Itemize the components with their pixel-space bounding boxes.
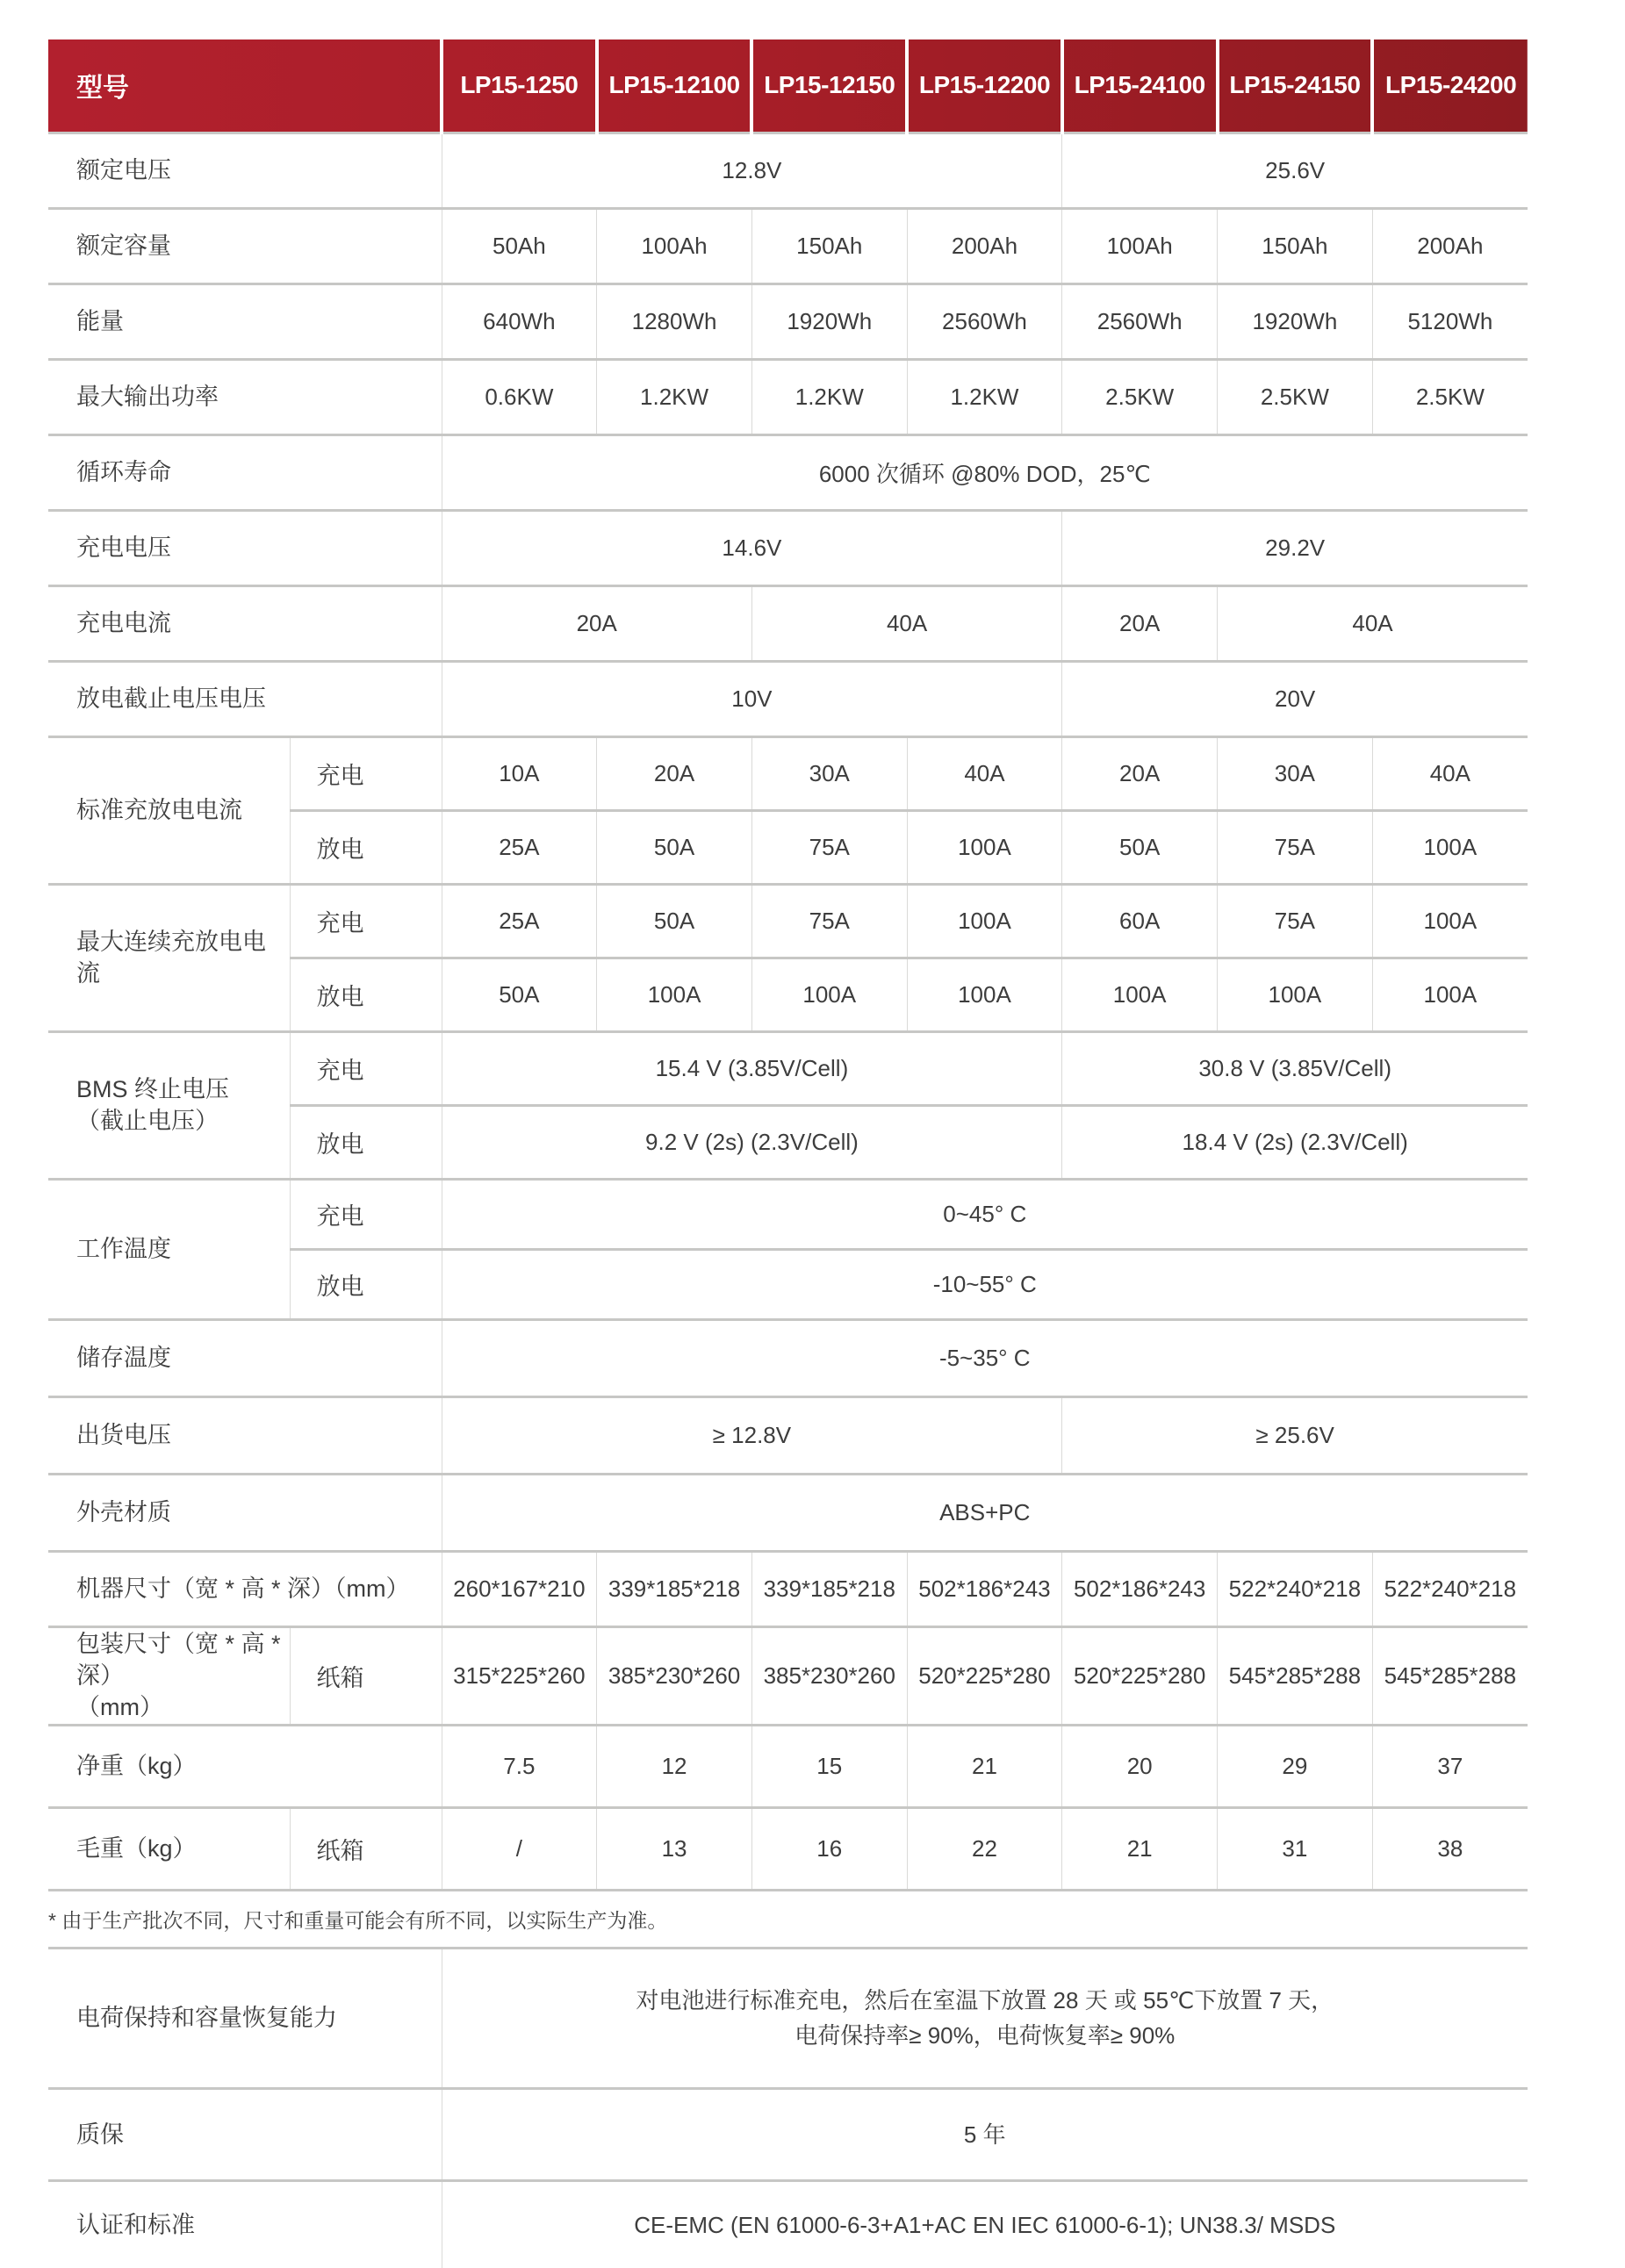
spec-value-cell: 200Ah [907, 208, 1062, 284]
value-line: 5 年 [963, 2121, 1006, 2148]
sub-row-label: 纸箱 [290, 1626, 442, 1725]
spec-value-cell: 100A [597, 958, 752, 1031]
spec-value-cell: / [442, 1807, 597, 1890]
row-label [48, 434, 442, 510]
spec-value-cell: 31 [1218, 1807, 1373, 1890]
row-label: 质保 [48, 2088, 442, 2180]
spec-row-case-material [48, 1474, 1528, 1551]
spec-value-cell: 5120Wh [1372, 284, 1528, 359]
spec-value-cell: 7.5 [442, 1725, 597, 1807]
row-label [48, 284, 442, 359]
spec-value-cell: 1920Wh [751, 284, 907, 359]
row-label [48, 1319, 442, 1396]
row-label-line: 标准充放电电流 [76, 796, 242, 823]
spec-value-cell: 100A [1372, 884, 1528, 958]
spec-value-cell: 200Ah [1372, 208, 1528, 284]
model-header: LP15-12150 [751, 39, 907, 133]
spec-value-cell: 1.2KW [907, 359, 1062, 434]
spec-value-cell: 20A [1062, 585, 1218, 661]
row-label [48, 359, 442, 434]
row-label-line: 循环寿命 [76, 458, 171, 485]
spec-value-cell: 2560Wh [907, 284, 1062, 359]
row-label [48, 208, 442, 284]
row-label: 认证和标准 [48, 2180, 442, 2268]
value-line: 对电池进行标准充电，然后在室温下放置 28 天 或 55℃下放置 7 天， [636, 1987, 1334, 2014]
row-label [48, 1725, 442, 1807]
model-header: LP15-24200 [1385, 71, 1517, 99]
spec-value-cell: 545*285*288 [1372, 1626, 1528, 1725]
spec-value-cell: 2.5KW [1372, 359, 1528, 434]
row-label-line: 毛重（kg） [76, 1835, 197, 1862]
row-label-line: 机器尺寸（宽 * 高 * 深）（mm） [76, 1575, 410, 1602]
spec-value-cell: 100A [907, 884, 1062, 958]
spec-value-cell: 12 [597, 1725, 752, 1807]
row-label [48, 1179, 290, 1319]
model-header: LP15-12100 [597, 39, 752, 133]
spec-value-cell: 25.6V [1062, 133, 1528, 208]
spec-value-cell: 25A [442, 810, 597, 884]
spec-value-cell: ≥ 25.6V [1062, 1396, 1528, 1474]
sub-row-label: 放电 [290, 958, 442, 1031]
spec-row-bms-cutoff-voltage [48, 1031, 1528, 1105]
spec-value-cell: 29.2V [1062, 510, 1528, 585]
sub-row-label: 充电 [290, 736, 442, 810]
model-header: LP15-24100 [1062, 39, 1218, 133]
spec-value-cell [442, 1948, 1528, 2088]
footnote: * 由于生产批次不同，尺寸和重量可能会有所不同，以实际生产为准。 [48, 1890, 1528, 1948]
spec-value-cell: 21 [1062, 1807, 1218, 1890]
row-label [48, 736, 290, 884]
spec-value-cell: 6000 次循环 @80% DOD，25℃ [442, 434, 1528, 510]
spec-value-cell: 100A [907, 810, 1062, 884]
row-label [48, 1626, 290, 1725]
spec-value-cell: 100Ah [1062, 208, 1218, 284]
spec-value-cell: 21 [907, 1725, 1062, 1807]
spec-value-cell: 1280Wh [597, 284, 752, 359]
spec-row-standard-charge-discharge-current [48, 736, 1528, 810]
spec-row-charge-current [48, 585, 1528, 661]
row-label [48, 884, 290, 1031]
spec-value-cell: 15 [751, 1725, 907, 1807]
row-label-line: 能量 [76, 307, 124, 334]
spec-row-net-weight [48, 1725, 1528, 1807]
spec-row-working-temperature [48, 1179, 1528, 1249]
spec-row-charge-voltage [48, 510, 1528, 585]
row-label-line: 最大输出功率 [76, 383, 219, 410]
spec-sheet [48, 39, 1528, 2268]
spec-value-cell: 315*225*260 [442, 1626, 597, 1725]
row-label-line: 额定电压 [76, 156, 171, 183]
spec-value-cell: 13 [597, 1807, 752, 1890]
spec-row-discharge-cutoff-voltage [48, 661, 1528, 736]
row-label [48, 510, 442, 585]
spec-value-cell: 150Ah [1218, 208, 1373, 284]
sub-row-label: 充电 [290, 884, 442, 958]
model-header: LP15-1250 [442, 39, 597, 133]
row-label-line: （截止电压） [76, 1108, 219, 1134]
row-label [48, 1396, 442, 1474]
spec-value-cell: 260*167*210 [442, 1551, 597, 1626]
spec-value-cell: 12.8V [442, 133, 1062, 208]
row-label-line: BMS 终止电压 [76, 1075, 230, 1102]
spec-value-cell: 15.4 V (3.85V/Cell) [442, 1031, 1062, 1105]
spec-value-cell: 20A [442, 585, 751, 661]
model-column-title: 型号 [48, 39, 442, 133]
spec-row-certification [48, 2180, 1528, 2268]
spec-row-warranty [48, 2088, 1528, 2180]
spec-value-cell: 20A [1062, 736, 1218, 810]
spec-value-cell: 40A [907, 736, 1062, 810]
spec-table [48, 39, 1528, 2268]
spec-row-machine-size [48, 1551, 1528, 1626]
spec-row-max-output-power [48, 359, 1528, 434]
spec-value-cell: -5~35° C [442, 1319, 1528, 1396]
spec-value-cell: 1.2KW [751, 359, 907, 434]
spec-value-cell: 20A [597, 736, 752, 810]
spec-value-cell: 50Ah [442, 208, 597, 284]
spec-value-cell: 640Wh [442, 284, 597, 359]
spec-value-cell: 100A [907, 958, 1062, 1031]
spec-value-cell [442, 2088, 1528, 2180]
spec-value-cell: 100Ah [597, 208, 752, 284]
spec-value-cell: -10~55° C [442, 1249, 1528, 1319]
spec-value-cell: 1.2KW [597, 359, 752, 434]
row-label-line: 充电电流 [76, 609, 171, 636]
row-label-line: （mm） [76, 1694, 163, 1721]
spec-row-rated-voltage [48, 133, 1528, 208]
sub-row-label: 放电 [290, 1105, 442, 1179]
spec-value-cell: 100A [1372, 810, 1528, 884]
spec-value-cell: 100A [1218, 958, 1373, 1031]
header-row [48, 39, 1528, 133]
sub-row-label: 放电 [290, 810, 442, 884]
spec-row-package-size [48, 1626, 1528, 1725]
spec-value-cell: 16 [751, 1807, 907, 1890]
row-label [48, 133, 442, 208]
spec-value-cell: 10V [442, 661, 1062, 736]
spec-value-cell: 75A [1218, 810, 1373, 884]
row-label-line: 包装尺寸（宽 * 高 * 深） [76, 1630, 281, 1689]
spec-value-cell: 2.5KW [1218, 359, 1373, 434]
spec-value-cell: 30A [1218, 736, 1373, 810]
spec-value-cell: ABS+PC [442, 1474, 1528, 1551]
spec-row-rated-capacity [48, 208, 1528, 284]
spec-value-cell [442, 2180, 1528, 2268]
spec-value-cell: 502*186*243 [907, 1551, 1062, 1626]
spec-value-cell: 100A [751, 958, 907, 1031]
spec-value-cell: 545*285*288 [1218, 1626, 1373, 1725]
row-label-line: 最大连续充放电电流 [76, 928, 266, 987]
row-label [48, 1031, 290, 1179]
row-label: 电荷保持和容量恢复能力 [48, 1948, 442, 2088]
row-label [48, 661, 442, 736]
spec-value-cell: 522*240*218 [1372, 1551, 1528, 1626]
spec-value-cell: 2.5KW [1062, 359, 1218, 434]
spec-value-cell: 385*230*260 [597, 1626, 752, 1725]
spec-value-cell: 2560Wh [1062, 284, 1218, 359]
spec-row-cycle-life [48, 434, 1528, 510]
spec-value-cell: 339*185*218 [597, 1551, 752, 1626]
sub-row-label: 放电 [290, 1249, 442, 1319]
table-header [48, 39, 1528, 133]
spec-value-cell: 10A [442, 736, 597, 810]
spec-value-cell: 520*225*280 [907, 1626, 1062, 1725]
spec-value-cell: 29 [1218, 1725, 1373, 1807]
footnote-row [48, 1890, 1528, 1948]
row-label-line: 净重（kg） [76, 1753, 197, 1780]
spec-value-cell: 25A [442, 884, 597, 958]
row-label-line: 外壳材质 [76, 1498, 171, 1525]
spec-value-cell: 14.6V [442, 510, 1062, 585]
spec-value-cell: 30A [751, 736, 907, 810]
row-label [48, 1551, 442, 1626]
row-label [48, 1474, 442, 1551]
row-label [48, 1807, 290, 1890]
spec-value-cell: ≥ 12.8V [442, 1396, 1062, 1474]
spec-value-cell: 502*186*243 [1062, 1551, 1218, 1626]
spec-value-cell: 50A [597, 884, 752, 958]
spec-value-cell: 75A [751, 884, 907, 958]
value-line: 电荷保持率≥ 90%，电荷恢复率≥ 90% [795, 2022, 1176, 2049]
row-label-line: 额定容量 [76, 232, 171, 259]
spec-row-energy [48, 284, 1528, 359]
spec-value-cell: 339*185*218 [751, 1551, 907, 1626]
spec-value-cell: 22 [907, 1807, 1062, 1890]
spec-row-shipping-voltage [48, 1396, 1528, 1474]
spec-value-cell: 50A [1062, 810, 1218, 884]
row-label [48, 585, 442, 661]
spec-value-cell: 1920Wh [1218, 284, 1373, 359]
model-header: LP15-12200 [907, 39, 1062, 133]
sub-row-label: 充电 [290, 1179, 442, 1249]
spec-value-cell: 385*230*260 [751, 1626, 907, 1725]
spec-value-cell: 30.8 V (3.85V/Cell) [1062, 1031, 1528, 1105]
row-label-line: 储存温度 [76, 1344, 171, 1371]
row-label-line: 出货电压 [76, 1421, 171, 1448]
spec-value-cell: 0~45° C [442, 1179, 1528, 1249]
spec-value-cell: 37 [1372, 1725, 1528, 1807]
spec-value-cell: 150Ah [751, 208, 907, 284]
spec-value-cell: 100A [1372, 958, 1528, 1031]
row-label-line: 放电截止电压电压 [76, 685, 266, 712]
model-header: LP15-24150 [1218, 39, 1373, 133]
spec-row-gross-weight [48, 1807, 1528, 1890]
spec-value-cell: 60A [1062, 884, 1218, 958]
spec-value-cell: 38 [1372, 1807, 1528, 1890]
spec-value-cell: 40A [1372, 736, 1528, 810]
sub-row-label: 充电 [290, 1031, 442, 1105]
spec-value-cell: 520*225*280 [1062, 1626, 1218, 1725]
spec-value-cell: 75A [1218, 884, 1373, 958]
spec-value-cell: 9.2 V (2s) (2.3V/Cell) [442, 1105, 1062, 1179]
spec-row-max-continuous-charge-discharge-current [48, 884, 1528, 958]
spec-value-cell: 522*240*218 [1218, 1551, 1373, 1626]
spec-row-charge-retention [48, 1948, 1528, 2088]
spec-value-cell: 20 [1062, 1725, 1218, 1807]
value-line: CE-EMC (EN 61000-6-3+A1+AC EN IEC 61000-6-1); UN38.3/ MSDS [634, 2211, 1336, 2238]
spec-value-cell: 18.4 V (2s) (2.3V/Cell) [1062, 1105, 1528, 1179]
spec-value-cell: 20V [1062, 661, 1528, 736]
spec-value-cell: 0.6KW [442, 359, 597, 434]
spec-value-cell: 50A [597, 810, 752, 884]
spec-value-cell: 100A [1062, 958, 1218, 1031]
spec-value-cell: 50A [442, 958, 597, 1031]
spec-value-cell: 75A [751, 810, 907, 884]
sub-row-label: 纸箱 [290, 1807, 442, 1890]
row-label-line: 充电电压 [76, 534, 171, 561]
spec-row-storage-temperature [48, 1319, 1528, 1396]
row-label-line: 工作温度 [76, 1235, 171, 1262]
spec-value-cell: 40A [751, 585, 1061, 661]
spec-value-cell: 40A [1218, 585, 1528, 661]
table-body [48, 133, 1528, 2268]
